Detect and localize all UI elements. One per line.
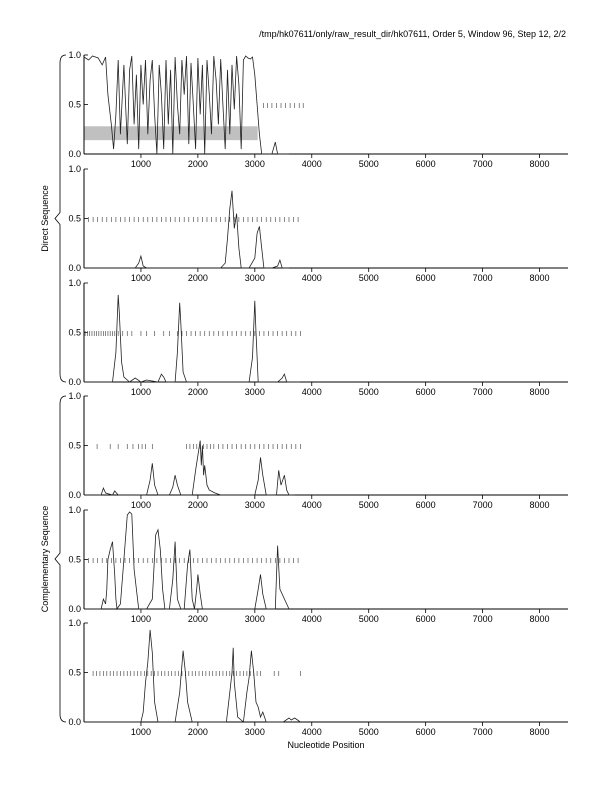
- x-tick-label: 7000: [472, 727, 493, 737]
- y-tick-label: 1.0: [68, 164, 81, 174]
- panel-direct-frame-2: [68, 164, 568, 283]
- panel-complementary-frame-3: [68, 618, 568, 737]
- x-tick-label: 4000: [301, 614, 322, 624]
- x-tick-label: 8000: [529, 387, 550, 397]
- x-tick-label: 6000: [415, 387, 436, 397]
- y-tick-label: 0.0: [68, 490, 81, 500]
- x-tick-label: 8000: [529, 727, 550, 737]
- y-tick-label: 0.5: [68, 327, 81, 338]
- x-tick-label: 8000: [529, 159, 550, 169]
- x-tick-label: 4000: [301, 159, 322, 169]
- x-tick-label: 6000: [415, 159, 436, 169]
- x-tick-label: 2000: [187, 273, 208, 283]
- x-tick-label: 1000: [130, 159, 151, 169]
- x-tick-label: 5000: [358, 273, 379, 283]
- panel-direct-frame-1: [68, 50, 568, 169]
- x-tick-label: 7000: [472, 614, 493, 624]
- y-tick-label: 0.0: [68, 263, 81, 273]
- x-tick-label: 8000: [529, 614, 550, 624]
- series-line: [84, 512, 289, 609]
- x-tick-label: 7000: [472, 159, 493, 169]
- x-tick-label: 4000: [301, 273, 322, 283]
- x-tick-label: 6000: [415, 500, 436, 510]
- x-tick-label: 3000: [244, 387, 265, 397]
- x-tick-label: 1000: [130, 387, 151, 397]
- x-tick-label: 3000: [244, 159, 265, 169]
- panel-complementary-frame-2: [68, 505, 568, 624]
- x-tick-label: 1000: [130, 500, 151, 510]
- x-tick-label: 5000: [358, 727, 379, 737]
- group-bracket: [55, 396, 66, 722]
- x-tick-label: 5000: [358, 387, 379, 397]
- x-tick-label: 1000: [130, 273, 151, 283]
- panel-direct-frame-3: [68, 278, 568, 397]
- x-tick-label: 5000: [358, 159, 379, 169]
- x-tick-label: 8000: [529, 500, 550, 510]
- x-tick-label: 7000: [472, 500, 493, 510]
- x-tick-label: 7000: [472, 387, 493, 397]
- y-tick-label: 1.0: [68, 278, 81, 288]
- x-tick-label: 2000: [187, 387, 208, 397]
- x-tick-label: 6000: [415, 614, 436, 624]
- series-line: [84, 295, 300, 382]
- x-tick-label: 4000: [301, 500, 322, 510]
- group-bracket: [55, 55, 66, 382]
- panel-complementary-frame-1: [68, 391, 568, 510]
- x-tick-label: 3000: [244, 614, 265, 624]
- y-tick-label: 0.0: [68, 149, 81, 159]
- y-tick-label: 0.0: [68, 717, 81, 727]
- x-tick-label: 6000: [415, 273, 436, 283]
- page-title: /tmp/hk07611/only/raw_result_dir/hk07611, Order 5, Window 96, Step 12, 2/2: [259, 29, 566, 39]
- x-tick-label: 2000: [187, 614, 208, 624]
- y-tick-label: 1.0: [68, 391, 81, 401]
- y-tick-label: 0.5: [68, 440, 81, 451]
- x-axis-label: Nucleotide Position: [287, 740, 365, 750]
- group-brackets: [40, 55, 66, 722]
- y-tick-label: 0.0: [68, 604, 81, 614]
- y-tick-label: 0.5: [68, 99, 81, 110]
- series-line: [84, 441, 295, 495]
- y-tick-label: 0.5: [68, 213, 81, 224]
- x-tick-label: 3000: [244, 500, 265, 510]
- y-tick-label: 1.0: [68, 618, 81, 628]
- x-tick-label: 3000: [244, 273, 265, 283]
- x-tick-label: 5000: [358, 500, 379, 510]
- y-tick-label: 0.0: [68, 377, 81, 387]
- y-tick-label: 0.5: [68, 667, 81, 678]
- y-tick-label: 1.0: [68, 505, 81, 515]
- x-tick-label: 2000: [187, 727, 208, 737]
- x-tick-label: 4000: [301, 387, 322, 397]
- x-tick-label: 1000: [130, 727, 151, 737]
- series-line: [84, 191, 289, 268]
- y-tick-label: 0.5: [68, 554, 81, 565]
- group-label: Direct Sequence: [40, 185, 50, 252]
- x-tick-label: 2000: [187, 159, 208, 169]
- y-tick-label: 1.0: [68, 50, 81, 60]
- x-tick-label: 5000: [358, 614, 379, 624]
- x-tick-label: 6000: [415, 727, 436, 737]
- group-label: Complementary Sequence: [40, 505, 50, 613]
- x-tick-label: 3000: [244, 727, 265, 737]
- panels: [68, 50, 568, 737]
- highlight-band: [84, 126, 258, 140]
- x-tick-label: 4000: [301, 727, 322, 737]
- x-tick-label: 2000: [187, 500, 208, 510]
- x-tick-label: 7000: [472, 273, 493, 283]
- x-tick-label: 8000: [529, 273, 550, 283]
- x-tick-label: 1000: [130, 614, 151, 624]
